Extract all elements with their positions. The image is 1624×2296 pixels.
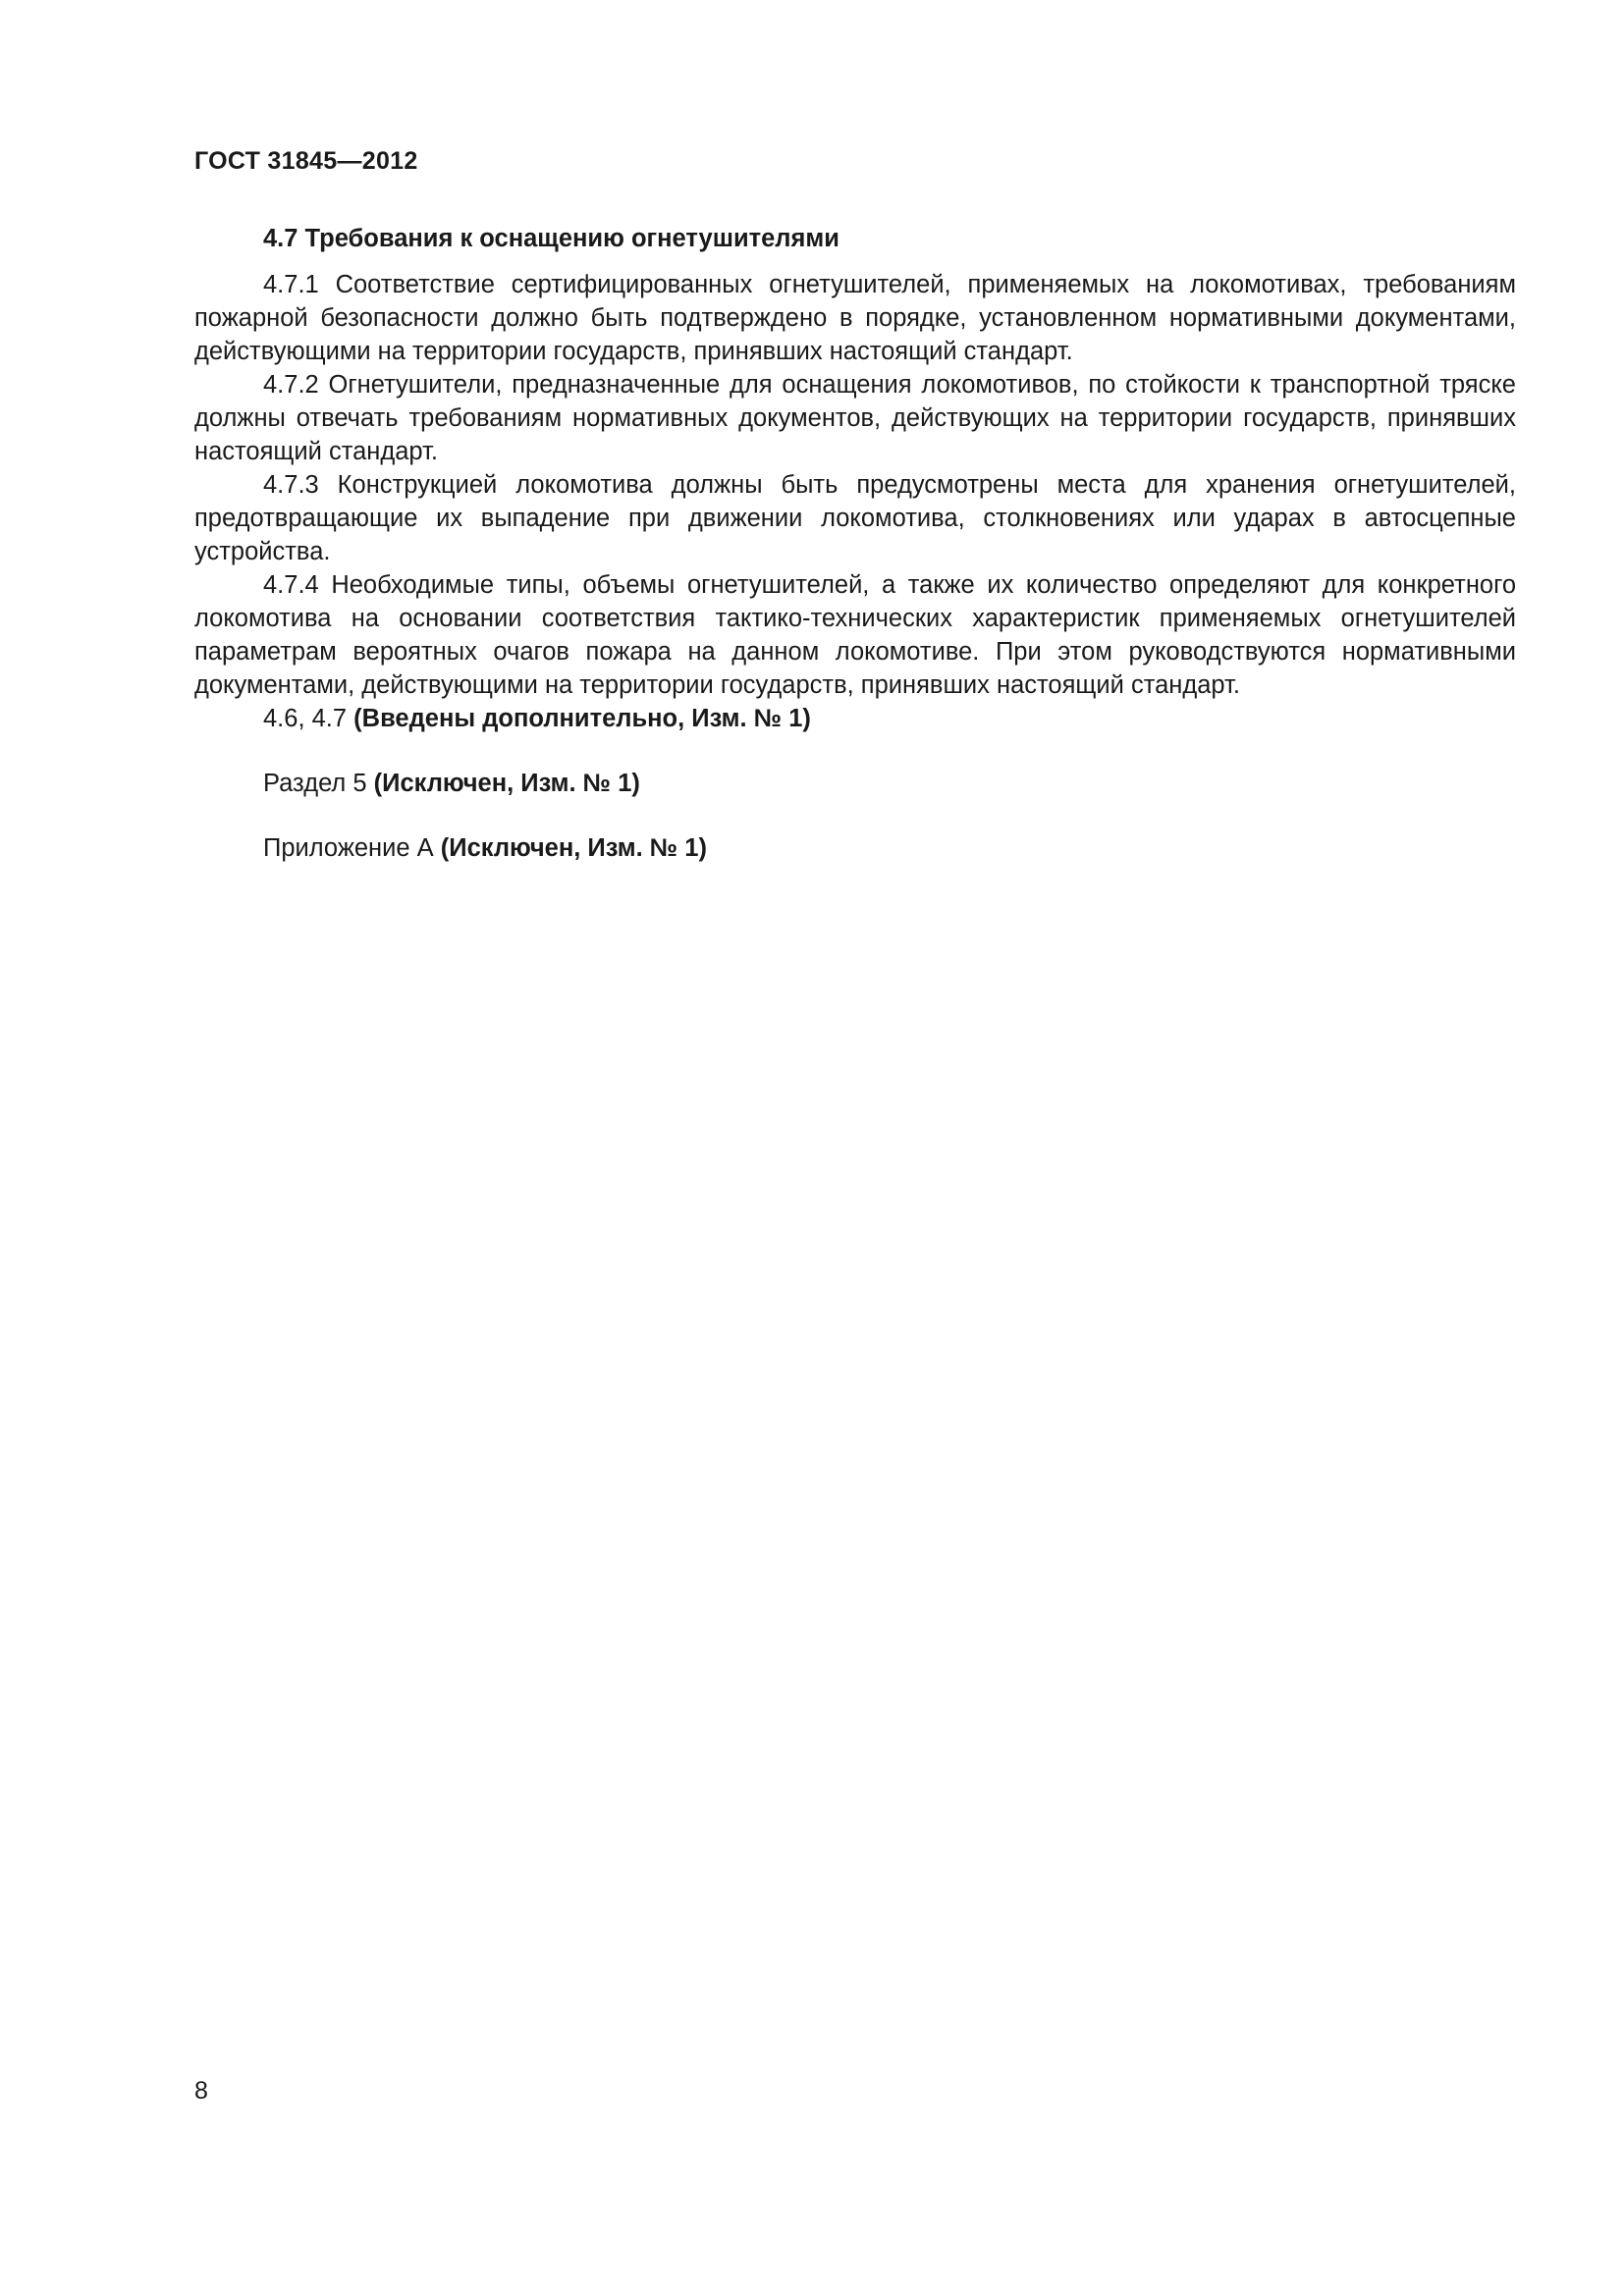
paragraph-4-7-3: 4.7.3 Конструкцией локомотива должны быть предусмотрены места для хранения огнетушителей, предотвращающие их выпадение при движении локомотива, столкновениях или ударах в автосцепные устройства. (194, 471, 1516, 565)
note-text: Раздел 5 (263, 770, 374, 797)
note-bold-text: (Введены дополнительно, Изм. № 1) (353, 705, 811, 732)
paragraph-4-7-1: 4.7.1 Соответствие сертифицированных огнетушителей, применяемых на локомотивах, требованиям пожарной безопасности должно быть подтверждено в порядке, установленном нормативными документами, действующими на территории государств, принявших настоящий стандарт. (194, 271, 1516, 365)
paragraph-4-7-4: 4.7.4 Необходимые типы, объемы огнетушителей, а также их количество определяют для конкретного локомотива на основании соответствия тактико-технических характеристик применяемых огнетушителей параметрам вероятных очагов пожара на данном локомотиве. При этом руководствуются нормативными документами, действующими на территории государств, принявших настоящий стандарт. (194, 571, 1516, 699)
note-bold-text: (Исключен, Изм. № 1) (440, 834, 707, 862)
note-text: 4.6, 4.7 (263, 705, 354, 732)
note-text: Приложение А (263, 834, 441, 862)
document-content (194, 222, 1516, 865)
note-bold-text: (Исключен, Изм. № 1) (373, 770, 640, 797)
amendment-note-4-6-4-7 (194, 702, 1516, 735)
amendment-note-section-5 (194, 767, 1516, 800)
amendment-note-appendix-a (194, 831, 1516, 865)
page-number: 8 (194, 2077, 208, 2105)
section-title: 4.7 Требования к оснащению огнетушителями (263, 225, 839, 252)
paragraph-4-7-2: 4.7.2 Огнетушители, предназначенные для оснащения локомотивов, по стойкости к транспортной тряске должны отвечать требованиям нормативных документов, действующих на территории государств, принявших настоящий стандарт. (194, 371, 1516, 465)
document-header: ГОСТ 31845—2012 (194, 147, 418, 175)
